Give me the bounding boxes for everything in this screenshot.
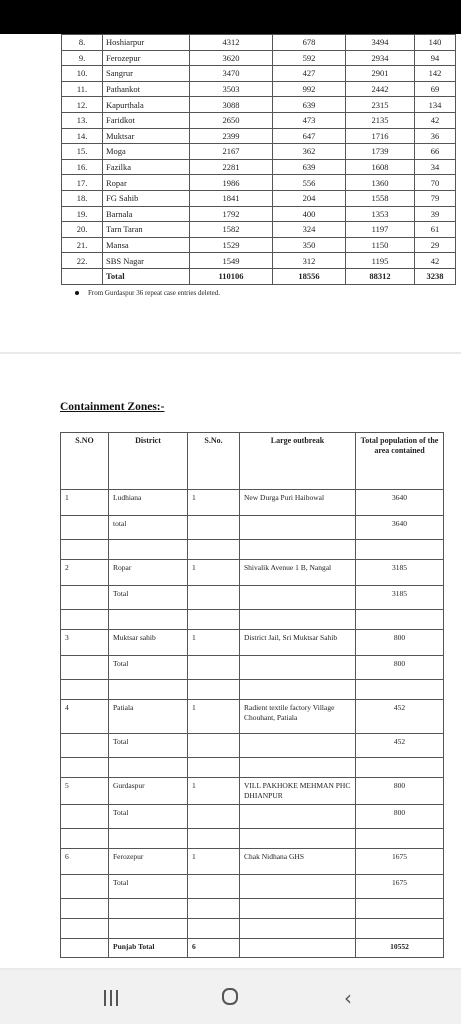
table-row [61,490,444,516]
table-cell-sno [61,919,109,939]
table-cell-sn: 15. [62,144,103,160]
table-cell-sno: 2 [61,560,109,586]
table-cell-c4: 42 [415,253,456,269]
table-cell-sno [61,899,109,919]
table-cell-c1: 4312 [190,35,273,51]
table-cell-district: Muktsar sahib [109,630,188,656]
table-cell-sn: 11. [62,81,103,97]
table-cell-outbreak [240,899,356,919]
table-cell-sno2 [188,540,240,560]
grand-total-cell-district: Punjab Total [109,939,188,958]
table-cell-sno2 [188,805,240,829]
table-cell-sno: 1 [61,490,109,516]
header-sno: S.NO [61,433,109,490]
table-cell-sno2 [188,734,240,758]
table-row [62,253,456,269]
table-cell-sno [61,875,109,899]
table-row [61,610,444,630]
table-row [62,159,456,175]
table-cell-c4: 42 [415,112,456,128]
table-cell-c2: 362 [273,144,346,160]
table-cell-district: Mansa [103,237,190,253]
total-cell-c3: 88312 [346,268,415,284]
table-cell-c1: 1582 [190,222,273,238]
table-row [61,758,444,778]
table-cell-population: 3185 [356,586,444,610]
document-page-2 [0,354,461,968]
table-cell-district: Total [109,586,188,610]
table-cell-district: Pathankot [103,81,190,97]
table-row [61,734,444,758]
table-row [62,190,456,206]
table-cell-sno2 [188,656,240,680]
table-cell-sno [61,758,109,778]
table-cell-district: Total [109,734,188,758]
table-cell-c1: 3470 [190,66,273,82]
table-cell-sno [61,680,109,700]
table-cell-sn: 13. [62,112,103,128]
table-cell-population [356,610,444,630]
grand-total-cell-population: 10552 [356,939,444,958]
total-cell-c4: 3238 [415,268,456,284]
table-cell-sno2: 1 [188,849,240,875]
table-cell-sn: 16. [62,159,103,175]
table-cell-c1: 3620 [190,50,273,66]
table-cell-c1: 1792 [190,206,273,222]
table-cell-sno2: 1 [188,630,240,656]
table-row [62,144,456,160]
table-cell-population: 452 [356,700,444,734]
table-row [62,175,456,191]
table-row [61,630,444,656]
table-row [62,112,456,128]
table-row [61,656,444,680]
table-cell-sno [61,586,109,610]
table-cell-sn: 12. [62,97,103,113]
table-cell-district: Ropar [109,560,188,586]
table-cell-district [109,680,188,700]
table-cell-c4: 142 [415,66,456,82]
table-cell-district [109,919,188,939]
table-cell-district: Ferozepur [109,849,188,875]
table-row [62,128,456,144]
table-cell-c2: 204 [273,190,346,206]
table-cell-district: Sangrur [103,66,190,82]
table-cell-sno2 [188,680,240,700]
table-cell-sno2: 1 [188,490,240,516]
table-cell-sno [61,516,109,540]
table-cell-district: Tarn Taran [103,222,190,238]
footnote [75,289,220,297]
table-row [62,35,456,51]
table-cell-c4: 39 [415,206,456,222]
table-cell-c3: 1739 [346,144,415,160]
home-icon[interactable] [222,988,238,1005]
table-cell-district: Barnala [103,206,190,222]
table-cell-outbreak [240,734,356,758]
table-row [62,66,456,82]
table-cell-district: Total [109,656,188,680]
recent-apps-icon[interactable] [104,990,118,1006]
table-cell-c2: 350 [273,237,346,253]
table-cell-outbreak [240,758,356,778]
table-row [61,805,444,829]
grand-total-cell-outbreak [240,939,356,958]
table-cell-c4: 66 [415,144,456,160]
table-cell-c2: 427 [273,66,346,82]
table-cell-outbreak [240,516,356,540]
table-cell-district: Gurdaspur [109,778,188,805]
table-cell-c3: 2315 [346,97,415,113]
table-cell-c3: 2934 [346,50,415,66]
table-cell-c3: 1558 [346,190,415,206]
table-cell-sno2: 1 [188,560,240,586]
table-cell-district: Total [109,875,188,899]
table-cell-population [356,829,444,849]
table-cell-district: SBS Nagar [103,253,190,269]
table-cell-c1: 1549 [190,253,273,269]
table-row [61,700,444,734]
table-cell-c2: 992 [273,81,346,97]
table-row [61,829,444,849]
table-cell-c1: 3088 [190,97,273,113]
table-cell-district: Kapurthala [103,97,190,113]
total-cell-district: Total [103,268,190,284]
table-cell-outbreak [240,919,356,939]
table-cell-outbreak [240,656,356,680]
table-cell-sn: 22. [62,253,103,269]
table-cell-sno2 [188,610,240,630]
table-row [61,778,444,805]
table-cell-sn: 20. [62,222,103,238]
table-cell-c1: 2399 [190,128,273,144]
table-cell-sno2 [188,899,240,919]
total-cell-sn [62,268,103,284]
table-cell-outbreak: District Jail, Sri Muktsar Sahib [240,630,356,656]
table-cell-c2: 592 [273,50,346,66]
status-bar [0,0,461,34]
table-row [62,97,456,113]
table-cell-population [356,540,444,560]
table-cell-district: Ludhiana [109,490,188,516]
table-cell-c1: 2167 [190,144,273,160]
footnote-text: From Gurdaspur 36 repeat case entries deleted. [88,289,220,297]
table-cell-outbreak [240,610,356,630]
table-cell-c4: 79 [415,190,456,206]
table-cell-c4: 70 [415,175,456,191]
table-cell-c3: 1716 [346,128,415,144]
table-cell-district: FG Sahib [103,190,190,206]
containment-table [60,432,444,958]
table-cell-outbreak [240,540,356,560]
table-cell-district: Ferozepur [103,50,190,66]
containment-zones-title: Containment Zones:- [60,401,165,413]
table-cell-sno [61,734,109,758]
table-cell-sno: 5 [61,778,109,805]
table-cell-sno [61,610,109,630]
table-cell-c3: 1150 [346,237,415,253]
grand-total-cell-sno [61,939,109,958]
table-cell-population: 3640 [356,516,444,540]
table-cell-c4: 134 [415,97,456,113]
table-cell-c2: 639 [273,97,346,113]
table-cell-c3: 2442 [346,81,415,97]
table-cell-sno2 [188,919,240,939]
table-cell-c4: 29 [415,237,456,253]
table-cell-c4: 34 [415,159,456,175]
table-cell-district [109,829,188,849]
table-cell-sno [61,656,109,680]
table-cell-sn: 10. [62,66,103,82]
table-cell-sno2 [188,586,240,610]
table-cell-population [356,899,444,919]
table-cell-sno: 4 [61,700,109,734]
table-cell-c4: 94 [415,50,456,66]
table-row [61,586,444,610]
table-cell-outbreak [240,680,356,700]
table-cell-sno [61,829,109,849]
table-cell-c2: 473 [273,112,346,128]
table-cell-c1: 3503 [190,81,273,97]
table-cell-district [109,899,188,919]
table-cell-sno: 6 [61,849,109,875]
table-cell-district [109,610,188,630]
table-cell-district: Moga [103,144,190,160]
table-row [61,849,444,875]
table-cell-population: 1675 [356,875,444,899]
table-cell-district [109,540,188,560]
table-cell-sn: 9. [62,50,103,66]
table-cell-c1: 1841 [190,190,273,206]
table-cell-population [356,919,444,939]
table-cell-c3: 2135 [346,112,415,128]
table-cell-outbreak: Radient textile factory Village Chouhant, Patiala [240,700,356,734]
table-cell-sno2: 1 [188,778,240,805]
table-cell-population: 800 [356,630,444,656]
table-row [62,222,456,238]
header-district: District [109,433,188,490]
table-cell-sno [61,540,109,560]
table-cell-outbreak [240,875,356,899]
table-cell-c3: 1353 [346,206,415,222]
table-row [61,540,444,560]
table-cell-c2: 678 [273,35,346,51]
table-cell-c2: 324 [273,222,346,238]
table-cell-population [356,758,444,778]
table-cell-population: 3640 [356,490,444,516]
table-row [62,50,456,66]
table-cell-sno: 3 [61,630,109,656]
table-cell-district: Hoshiarpur [103,35,190,51]
table-cell-sn: 8. [62,35,103,51]
table-cell-outbreak [240,829,356,849]
cases-table [61,34,456,285]
table-row [61,899,444,919]
table-cell-c3: 1608 [346,159,415,175]
table-cell-c3: 1195 [346,253,415,269]
header-population: Total population of the area contained [356,433,444,490]
table-cell-c1: 2650 [190,112,273,128]
header-large-outbreak: Large outbreak [240,433,356,490]
table-cell-population: 1675 [356,849,444,875]
table-cell-outbreak: VILL PAKHOKE MEHMAN PHC DHIANPUR [240,778,356,805]
table-cell-sno2 [188,758,240,778]
table-cell-sn: 19. [62,206,103,222]
table-cell-population: 452 [356,734,444,758]
table-cell-c3: 1197 [346,222,415,238]
table-cell-population: 3185 [356,560,444,586]
table-cell-outbreak [240,805,356,829]
back-icon[interactable]: ‹ [344,986,352,1010]
grand-total-cell-sno2: 6 [188,939,240,958]
table-cell-c2: 312 [273,253,346,269]
table-cell-c4: 36 [415,128,456,144]
table-cell-sn: 17. [62,175,103,191]
table-cell-sn: 18. [62,190,103,206]
table-cell-district: Ropar [103,175,190,191]
table-header-row [61,433,444,490]
table-cell-district [109,758,188,778]
table-cell-c2: 556 [273,175,346,191]
table-row [62,81,456,97]
table-cell-sn: 21. [62,237,103,253]
table-cell-outbreak [240,586,356,610]
table-cell-district: Fazilka [103,159,190,175]
table-cell-district: Total [109,805,188,829]
table-row [61,680,444,700]
table-cell-c2: 647 [273,128,346,144]
table-cell-population: 800 [356,778,444,805]
table-row [62,237,456,253]
table-cell-sno2: 1 [188,700,240,734]
table-cell-district: Muktsar [103,128,190,144]
table-cell-sno2 [188,516,240,540]
total-cell-c2: 18556 [273,268,346,284]
table-cell-c2: 639 [273,159,346,175]
table-cell-c1: 1986 [190,175,273,191]
table-cell-population: 800 [356,656,444,680]
table-cell-population [356,680,444,700]
table-cell-district: Faridkot [103,112,190,128]
header-sno2: S.No. [188,433,240,490]
table-cell-c1: 1529 [190,237,273,253]
table-cell-c3: 2901 [346,66,415,82]
table-cell-c1: 2281 [190,159,273,175]
table-row [61,516,444,540]
grand-total-row [61,939,444,958]
table-cell-c4: 61 [415,222,456,238]
table-row [61,919,444,939]
table-cell-outbreak: Shivalik Avenue 1 B, Nangal [240,560,356,586]
table-cell-c2: 400 [273,206,346,222]
table-cell-c3: 1360 [346,175,415,191]
table-cell-sno2 [188,875,240,899]
table-cell-outbreak: New Durga Puri Haibowal [240,490,356,516]
document-page-1 [0,34,461,352]
table-row [61,560,444,586]
table-cell-sn: 14. [62,128,103,144]
table-row [61,875,444,899]
table-cell-c4: 140 [415,35,456,51]
table-cell-sno2 [188,829,240,849]
table-cell-district: Patiala [109,700,188,734]
table-cell-population: 800 [356,805,444,829]
table-cell-sno [61,805,109,829]
table-row [62,206,456,222]
table-cell-district: total [109,516,188,540]
bullet-icon [75,291,79,295]
total-cell-c1: 110106 [190,268,273,284]
table-cell-c3: 3494 [346,35,415,51]
total-row [62,268,456,284]
table-cell-outbreak: Chak Nidhana GHS [240,849,356,875]
table-cell-c4: 69 [415,81,456,97]
